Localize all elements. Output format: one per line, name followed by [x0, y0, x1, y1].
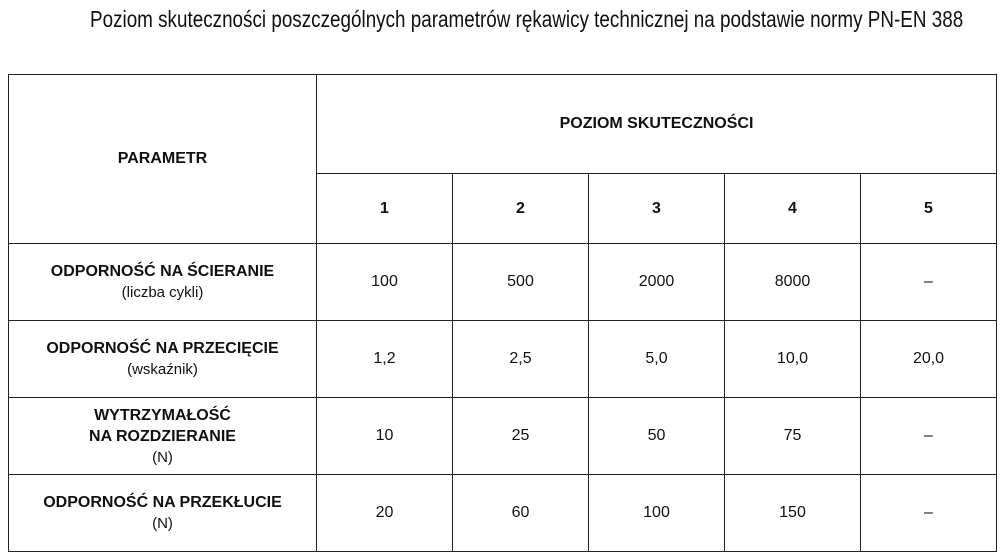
- table-header-row: [9, 75, 997, 174]
- value-cell: 10: [317, 398, 453, 475]
- value-cell: 2,5: [453, 321, 589, 398]
- level-number: 5: [861, 174, 997, 244]
- parameter-name: ODPORNOŚĆ NA PRZEKŁUCIE: [43, 494, 282, 511]
- value-cell: 20,0: [861, 321, 997, 398]
- value-cell: 100: [589, 475, 725, 552]
- value-cell: –: [861, 475, 997, 552]
- value-cell: 500: [453, 244, 589, 321]
- table-row: [9, 244, 997, 321]
- parameter-cell: [9, 244, 317, 321]
- parameter-unit: (liczba cykli): [121, 284, 204, 301]
- value-cell: –: [861, 398, 997, 475]
- value-cell: 25: [453, 398, 589, 475]
- value-cell: 2000: [589, 244, 725, 321]
- value-cell: 8000: [725, 244, 861, 321]
- parameter-name: ODPORNOŚĆ NA ŚCIERANIE: [50, 263, 275, 280]
- parameter-name: WYTRZYMAŁOŚĆ: [94, 406, 231, 424]
- parameter-cell: [9, 475, 317, 552]
- value-cell: 50: [589, 398, 725, 475]
- parameter-unit: (wskaźnik): [127, 361, 198, 378]
- value-cell: 20: [317, 475, 453, 552]
- value-cell: 5,0: [589, 321, 725, 398]
- parameter-unit: (N): [152, 515, 173, 532]
- parameter-unit: (N): [152, 448, 173, 466]
- table-row: [9, 475, 997, 552]
- parameter-name: ODPORNOŚĆ NA PRZECIĘCIE: [46, 340, 279, 357]
- page-title: Poziom skuteczności poszczególnych parametrów rękawicy technicznej na podstawie normy PN-EN 388: [90, 6, 964, 32]
- table-row: [9, 398, 997, 475]
- value-cell: 60: [453, 475, 589, 552]
- effectiveness-table: [8, 74, 997, 552]
- parameter-cell: [9, 398, 317, 475]
- value-cell: 100: [317, 244, 453, 321]
- level-number: 2: [453, 174, 589, 244]
- parameter-header: PARAMETR: [9, 75, 317, 244]
- value-cell: 1,2: [317, 321, 453, 398]
- level-number: 1: [317, 174, 453, 244]
- value-cell: 10,0: [725, 321, 861, 398]
- parameter-cell: [9, 321, 317, 398]
- effectiveness-level-header: POZIOM SKUTECZNOŚCI: [317, 75, 997, 174]
- parameter-name: NA ROZDZIERANIE: [89, 427, 236, 445]
- level-number: 3: [589, 174, 725, 244]
- table-row: [9, 321, 997, 398]
- value-cell: –: [861, 244, 997, 321]
- value-cell: 75: [725, 398, 861, 475]
- value-cell: 150: [725, 475, 861, 552]
- level-number: 4: [725, 174, 861, 244]
